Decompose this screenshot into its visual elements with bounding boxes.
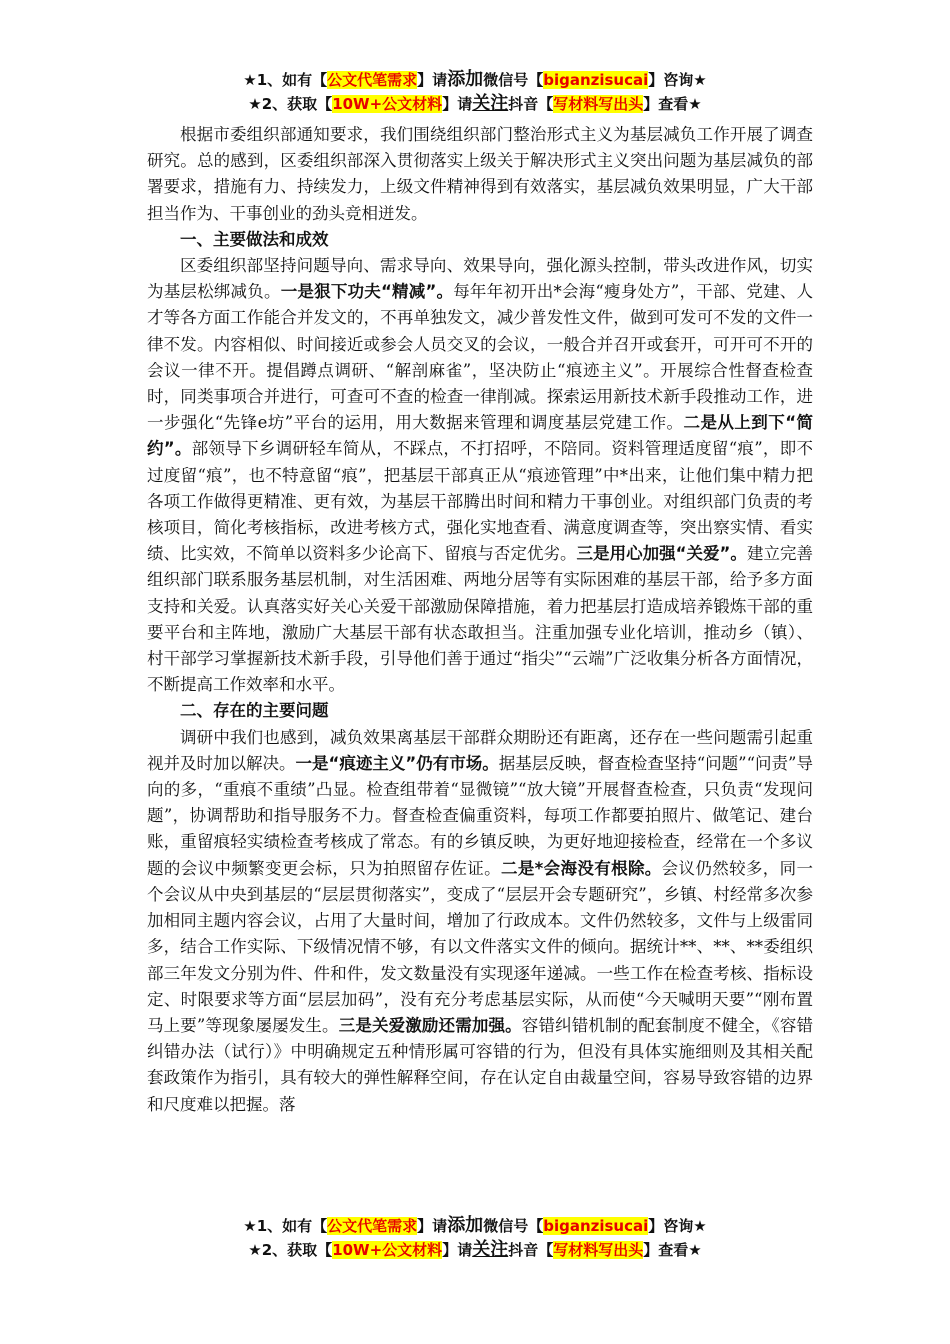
paragraph-intro: 根据市委组织部通知要求，我们围绕组织部门整治形式主义为基层减负工作开展了调查研究。总的感到，区委组织部深入贯彻落实上级关于解决形式主义突出问题为基层减负的部署要求，措施有力、持续发力，上级文件精神得到有效落实，基层减负效果明显，广大干部担当作为、干事创业的劲头竞相迸发。 <box>147 125 813 223</box>
banner-text: 】请 <box>442 1241 473 1259</box>
banner-highlight: 公文代笔需求 <box>327 1217 418 1235</box>
point-heading: 一是狠下功夫“精减”。 <box>280 282 454 302</box>
banner-line-2 <box>0 1238 950 1262</box>
banner-highlight: 10W+公文材料 <box>332 95 443 113</box>
banner-text: 抖音【 <box>508 1241 554 1259</box>
paragraph-problems: 调研中我们也感到，减负效果离基层干部群众期盼还有距离，还存在一些问题需引起重视并及时加以解决。一是“痕迹主义”仍有市场。据基层反映，督查检查坚持“问题”“问责”导向的多，“重痕不重绩”凸显。检查组带着“显微镜”“放大镜”开展督查检查，只负责“发现问题”，协调帮助和指导服务不力。督查检查偏重资料，每项工作都要拍照片、做笔记、建台账，重留痕轻实绩检查考核成了常态。有的乡镇反映，为更好地迎接检查，经常在一个多议题的会议中频繁变更会标，只为拍照留存佐证。二是*会海没有根除。会议仍然较多，同一个会议从中央到基层的“层层贯彻落实”，变成了“层层开会专题研究”，乡镇、村经常多次参加相同主题内容会议，占用了大量时间，增加了行政成本。文件仍然较多，文件与上级雷同多，结合工作实际、下级情况情不够，有以文件落实文件的倾向。据统计**、**、**委组织部三年发文分别为件、件和件，发文数量没有实现逐年递减。一些工作在检查考核、指标设定、时限要求等方面“层层加码”，没有充分考虑基层实际，从而使“今天喊明天要”“刚布置马上要”等现象屡屡发生。三是关爱激励还需加强。容错纠错机制的配套制度不健全，《容错纠错办法（试行）》中明确规定五种情形属可容错的行为，但没有具体实施细则及其相关配套政策作为指引，具有较大的弹性解释空间，存在认定自由裁量空间，容易导致容错的边界和尺度难以把握。落 <box>147 727 814 1114</box>
banner-text: ★1、如有【 <box>243 1217 328 1235</box>
banner-text: 】咨询★ <box>648 1217 707 1235</box>
banner-text: 微信号【 <box>483 1217 544 1235</box>
point-heading: 三是用心加强“关爱”。 <box>576 544 747 564</box>
paragraph-practices: 区委组织部坚持问题导向、需求导向、效果导向，强化源头控制，带头改进作风，切实为基层松绑减负。一是狠下功夫“精减”。每年年初开出*会海“瘦身处方”，干部、党建、人才等各方面工作能合并发文的，不再单独发文，减少普发性文件，做到可发可不发的文件一律不发。内容相似、时间接近或参会人员交叉的会议，一般合并召开或套开，可开可不开的会议一律不开。提倡蹲点调研、“解剖麻雀”，坚决防止“痕迹主义”。开展综合性督查检查时，同类事项合并进行，可查可不查的检查一律削减。探索运用新技术新手段推动工作，进一步强化“先锋e坊”平台的运用，用大数据来管理和调度基层党建工作。二是从上到下“简约”。部领导下乡调研轻车简从，不踩点，不打招呼，不陪同。资料管理适度留“痕”，即不过度留“痕”，也不特意留“痕”，把基层干部真正从“痕迹管理”中*出来，让他们集中精力把各项工作做得更精准、更有效，为基层干部腾出时间和精力干事创业。对组织部门负责的考核项目，简化考核指标，改进考核方式，强化实地查看、满意度调查等，突出察实情、看实绩、比实效，不简单以资料多少论高下、留痕与否定优劣。三是用心加强“关爱”。建立完善组织部门联系服务基层机制，对生活困难、两地分居等有实际困难的基层干部，给予多方面支持和关爱。认真落实好关心关爱干部激励保障措施，着力把基层打造成培养锻炼干部的重要平台和主阵地，激励广大基层干部有状态敢担当。注重加强专业化培训，推动乡（镇）、村干部学习掌握新技术新手段，引导他们善于通过“指尖”“云端”广泛收集分析各方面情况，不断提高工作效率和水平。 <box>147 256 814 695</box>
point-heading: 三是关爱激励还需加强。 <box>338 1015 522 1035</box>
point-heading: 二是*会海没有根除。 <box>500 858 662 878</box>
footer-banner <box>0 1214 950 1262</box>
banner-text: 微信号【 <box>483 71 544 89</box>
banner-highlight: 写材料写出头 <box>553 95 644 113</box>
banner-line-1 <box>0 1214 950 1238</box>
banner-highlight: biganzisucai <box>543 1217 649 1235</box>
banner-line-1 <box>0 68 950 92</box>
section-heading-1: 一、主要做法和成效 <box>180 229 329 249</box>
banner-text: ★2、获取【 <box>248 95 333 113</box>
banner-text: 】请 <box>417 1217 448 1235</box>
banner-emphasis: 关注 <box>472 93 509 114</box>
banner-highlight: biganzisucai <box>543 71 649 89</box>
section-heading-2: 二、存在的主要问题 <box>180 701 329 721</box>
document-body <box>147 122 813 1118</box>
point-heading: 二是从上到下“简约”。 <box>147 413 813 459</box>
banner-text: 】请 <box>442 95 473 113</box>
banner-text: 】请 <box>417 71 448 89</box>
banner-emphasis: 关注 <box>472 1239 509 1260</box>
banner-emphasis: 添加 <box>447 69 484 90</box>
banner-text: 】查看★ <box>643 1241 702 1259</box>
banner-text: ★2、获取【 <box>248 1241 333 1259</box>
banner-text: 】查看★ <box>643 95 702 113</box>
header-banner <box>0 68 950 116</box>
banner-line-2 <box>0 92 950 116</box>
banner-highlight: 公文代笔需求 <box>327 71 418 89</box>
banner-text: 抖音【 <box>508 95 554 113</box>
banner-text: ★1、如有【 <box>243 71 328 89</box>
banner-highlight: 10W+公文材料 <box>332 1241 443 1259</box>
point-heading: 一是“痕迹主义”仍有市场。 <box>295 753 499 773</box>
banner-highlight: 写材料写出头 <box>553 1241 644 1259</box>
banner-text: 】咨询★ <box>648 71 707 89</box>
banner-emphasis: 添加 <box>447 1215 484 1236</box>
